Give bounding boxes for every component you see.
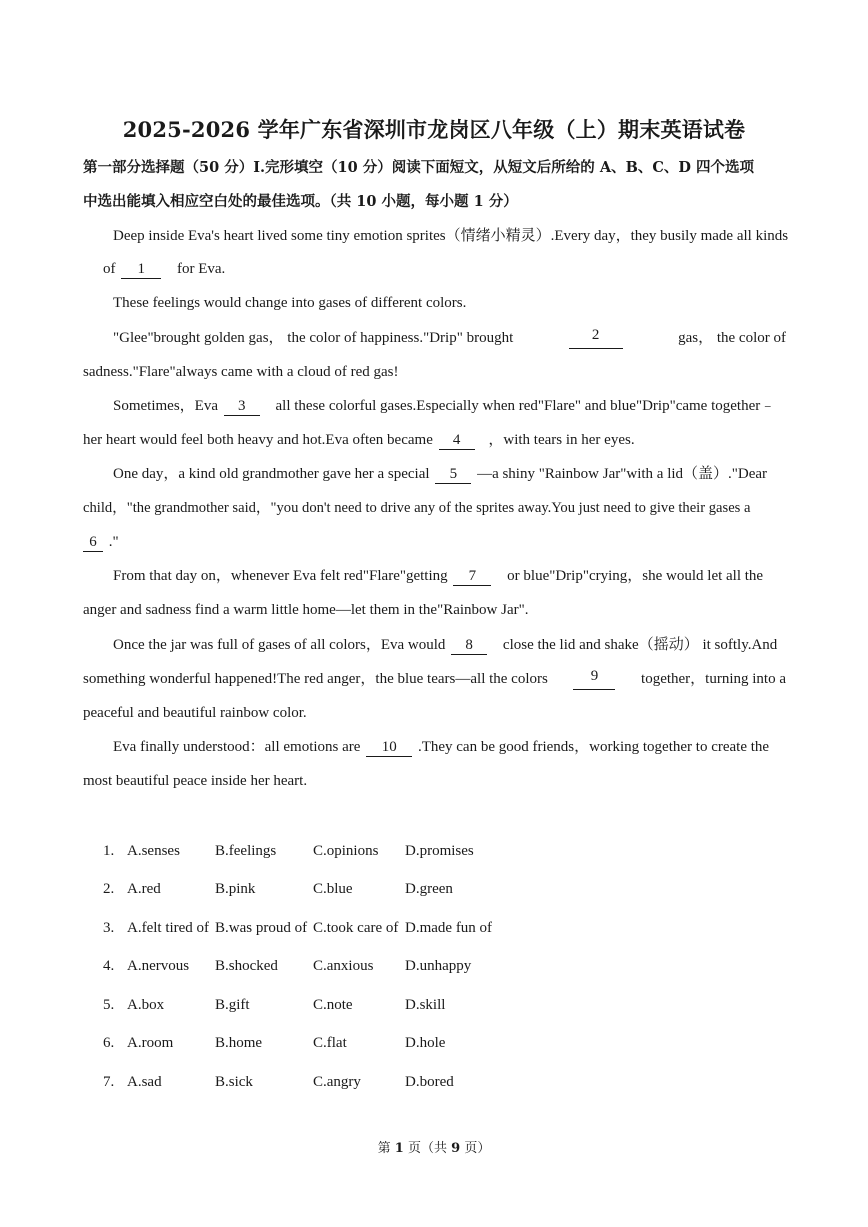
option-a: A.box (127, 997, 165, 1013)
passage-text: ，with tears in her eyes. (488, 432, 635, 448)
option-a: A.senses (127, 843, 180, 859)
passage-text: One day，a kind old grandmother gave her a special (113, 466, 430, 482)
option-d: D.skill (405, 997, 446, 1013)
question-row (103, 1032, 523, 1054)
section-instruction-line-1: 第一部分选择题（50 分）Ⅰ.完形填空（10 分）阅读下面短文，从短文后所给的 A、B、C、D 四个选项 (83, 159, 754, 176)
page-footer (0, 1137, 868, 1156)
footer-text: 第 (377, 1141, 391, 1156)
option-c: C.anxious (313, 958, 374, 974)
blank-6: 6 (83, 534, 103, 552)
passage-text: ." (108, 534, 119, 550)
passage-line: anger and sadness find a warm little home—let them in the"Rainbow Jar". (83, 602, 529, 618)
option-c: C.blue (313, 881, 353, 897)
passage-line: Deep inside Eva's heart lived some tiny emotion sprites（情绪小精灵）.Every day，they busily made all kinds (113, 228, 789, 244)
question-row (103, 840, 523, 862)
passage-text: of (103, 261, 116, 277)
blank-9: 9 (573, 668, 615, 690)
option-b: B.was proud of (215, 920, 308, 936)
blank-2: 2 (569, 327, 623, 349)
passage-text: .They can be good friends，working together to create the (417, 739, 770, 755)
option-a: A.felt tired of (127, 920, 210, 936)
question-row (103, 955, 523, 977)
option-c: C.angry (313, 1074, 361, 1090)
option-b: B.sick (215, 1074, 253, 1090)
blank-7: 7 (453, 568, 491, 586)
passage-line (113, 565, 763, 587)
passage-line (83, 429, 635, 451)
exam-title: 2025-2026 学年广东省深圳市龙岗区八年级（上）期末英语试卷 (122, 117, 746, 142)
passage-text: Once the jar was full of gases of all colors，Eva would (113, 637, 446, 653)
passage-text: close the lid and shake（摇动） it softly.And (502, 637, 778, 653)
blank-1: 1 (121, 261, 161, 279)
question-row (103, 994, 523, 1016)
footer-text: 页（共 (407, 1141, 447, 1156)
blank-10: 10 (366, 739, 412, 757)
passage-text: From that day on，whenever Eva felt red"Flare"getting (113, 568, 448, 584)
question-number: 3. (103, 920, 115, 936)
passage-text: or blue"Drip"crying，she would let all the (507, 568, 764, 584)
passage-text: —a shiny "Rainbow Jar"with a lid（盖）."Dear (477, 466, 768, 482)
option-d: D.green (405, 881, 453, 897)
option-d: D.hole (405, 1035, 446, 1051)
question-row (103, 1071, 523, 1093)
option-b: B.shocked (215, 958, 278, 974)
option-c: C.flat (313, 1035, 347, 1051)
question-number: 2. (103, 881, 115, 897)
passage-line (103, 258, 225, 280)
option-d: D.made fun of (405, 920, 493, 936)
passage-line: most beautiful peace inside her heart. (83, 773, 308, 789)
passage-text: gas， the color of (678, 330, 786, 346)
passage-line: sadness."Flare"always came with a cloud of red gas! (83, 364, 399, 380)
passage-line: peaceful and beautiful rainbow color. (83, 705, 307, 721)
option-d: D.unhappy (405, 958, 472, 974)
blank-3: 3 (224, 398, 260, 416)
option-a: A.nervous (127, 958, 190, 974)
option-c: C.took care of (313, 920, 399, 936)
question-row (103, 917, 523, 939)
question-number: 5. (103, 997, 115, 1013)
option-b: B.gift (215, 997, 250, 1013)
passage-line (83, 668, 786, 690)
current-page-number: 1 (394, 1141, 404, 1156)
passage-text: all these colorful gases.Especially when red"Flare" and blue"Drip"came together﹣ (275, 398, 776, 414)
passage-text: her heart would feel both heavy and hot.Eva often became (83, 432, 433, 448)
option-a: A.room (127, 1035, 174, 1051)
option-b: B.home (215, 1035, 263, 1051)
passage-line: These feelings would change into gases of different colors. (113, 295, 467, 311)
passage-text: for Eva. (177, 261, 226, 277)
option-c: C.note (313, 997, 353, 1013)
question-number: 4. (103, 958, 115, 974)
blank-5: 5 (435, 466, 471, 484)
option-c: C.opinions (313, 843, 379, 859)
total-page-count: 9 (451, 1141, 461, 1156)
question-number: 7. (103, 1074, 115, 1090)
option-a: A.sad (127, 1074, 162, 1090)
passage-line (113, 327, 786, 349)
passage-text: together，turning into a (641, 671, 786, 687)
blank-8: 8 (451, 637, 487, 655)
option-d: D.bored (405, 1074, 454, 1090)
question-row (103, 878, 523, 900)
option-d: D.promises (405, 843, 474, 859)
passage-text: "Glee"brought golden gas， the color of happiness."Drip" brought (113, 330, 514, 346)
passage-line: child，"the grandmother said，"you don't need to drive any of the sprites away.You just need to give their gases a (83, 500, 751, 516)
passage-text: Sometimes，Eva (113, 398, 218, 414)
footer-text: 页） (464, 1141, 491, 1156)
question-number: 6. (103, 1035, 115, 1051)
passage-text: something wonderful happened!The red anger，the blue tears—all the colors (83, 671, 548, 687)
passage-line (113, 463, 767, 485)
option-a: A.red (127, 881, 161, 897)
passage-line (113, 634, 777, 656)
passage-line (113, 736, 769, 758)
section-instruction-line-2: 中选出能填入相应空白处的最佳选项。（共 10 小题，每小题 1 分） (83, 193, 518, 210)
passage-line (113, 395, 775, 417)
option-b: B.feelings (215, 843, 277, 859)
passage-text: Eva finally understood：all emotions are (113, 739, 361, 755)
question-number: 1. (103, 843, 115, 859)
blank-4: 4 (439, 432, 475, 450)
passage-line (83, 531, 119, 553)
option-b: B.pink (215, 881, 256, 897)
